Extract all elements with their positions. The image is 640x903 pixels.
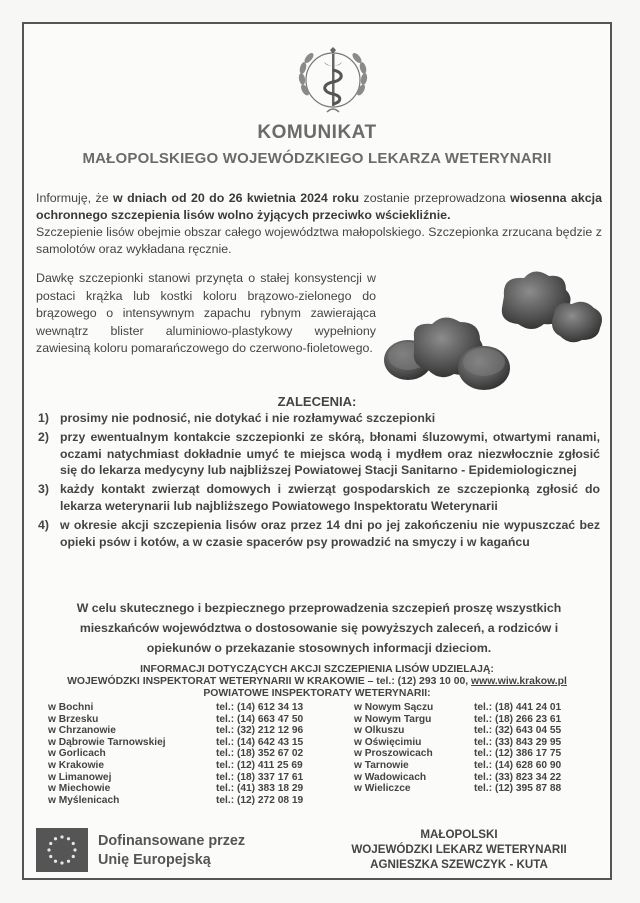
contact-phone: tel.: (33) 843 29 95 (474, 736, 562, 748)
contact-phone: tel.: (32) 643 04 55 (474, 725, 562, 737)
eu-star-icon (72, 842, 75, 845)
contact-name: w Nowym Targu (354, 713, 432, 725)
list-item-text: w okresie akcji szczepienia lisów oraz przez 14 dni po jej zakończeniu nie wypuszczać bez opieki psów i kotów, a w czasie spacerów psy prowadzić na smyczy i w kagańcu (60, 517, 600, 549)
recommendations-list (38, 410, 600, 552)
contact-phone: tel.: (18) 266 23 61 (474, 713, 562, 725)
contact-name: w Proszowicach (354, 748, 433, 760)
document-page (22, 22, 612, 880)
signature-line: MAŁOPOLSKI (420, 828, 498, 841)
intro-text: zostanie przeprowadzona (359, 191, 511, 205)
eu-star-icon (60, 835, 63, 838)
list-item (38, 429, 600, 479)
contact-phone: tel.: (12) 272 08 19 (216, 794, 304, 806)
signatory-name: AGNIESZKA SZEWCZYK - KUTA (370, 858, 548, 871)
list-item (38, 410, 600, 427)
contact-phone: tel.: (14) 642 43 15 (216, 736, 304, 748)
document-title: KOMUNIKAT (257, 122, 377, 143)
contact-name: w Tarnowie (354, 759, 409, 771)
voivodeship-inspectorate-line (24, 676, 610, 688)
contact-name: w Oświęcimiu (354, 736, 422, 748)
list-item (38, 481, 600, 515)
veterinary-caduceus-emblem-icon (294, 42, 372, 124)
list-item-number: 4) (38, 517, 49, 532)
intro-paragraph (36, 190, 602, 258)
contact-phone: tel.: (14) 663 47 50 (216, 713, 304, 725)
eu-star-icon (49, 842, 52, 845)
contacts-right-names (354, 702, 433, 795)
list-item-text: każdy kontakt zwierząt domowych i zwierząt gospodarskich ze szczepionką zgłosić do lekarza weterynarii lub najbliższego Powiatowego Inspektoratu Weterynarii (60, 482, 600, 513)
contact-phone: tel.: (33) 823 34 22 (474, 771, 562, 783)
vaccine-description: Dawkę szczepionki stanowi przynęta o stałej konsystencji w postaci krążka lub kostki koloru brązowo-zielonego do brązowego o intensywnym zapachu rybnym zawierająca wewnątrz blister aluminiowo-plastykowy wypełniony zawiesiną koloru pomarańczowego do czerwono-fioletowego. (36, 271, 376, 355)
signature-block (324, 827, 594, 872)
list-item-number: 2) (38, 429, 49, 444)
contact-name: w Chrzanowie (48, 725, 116, 737)
eu-flag-icon (36, 828, 88, 872)
vaccine-bait-pellets-image (384, 256, 608, 398)
document-subtitle: MAŁOPOLSKIEGO WOJEWÓDZKIEGO LEKARZA WETERYNARII (82, 150, 552, 167)
eu-star-icon (47, 848, 50, 851)
contact-name: w Olkuszu (354, 725, 405, 737)
eu-funding-label (98, 832, 245, 870)
contact-name: w Wadowicach (354, 771, 427, 783)
list-item-number: 3) (38, 482, 49, 497)
info-heading: INFORMACJI DOTYCZĄCYCH AKCJI SZCZEPIENIA LISÓW UDZIELAJĄ: (140, 664, 494, 675)
eu-funding-line: Unię Europejską (98, 852, 211, 868)
contacts-right-phones (474, 702, 561, 795)
contact-name: w Krakowie (48, 759, 105, 771)
contact-phone: tel.: (18) 352 67 02 (216, 748, 304, 760)
contact-name: w Myślenicach (48, 794, 120, 806)
contacts-left-phones (216, 702, 303, 806)
eu-star-icon (60, 861, 63, 864)
contact-name: w Bochni (48, 702, 94, 713)
contact-phone: tel.: (32) 212 12 96 (216, 725, 304, 737)
list-item-text: przy ewentualnym kontakcie szczepionki ze skórą, błonami śluzowymi, otwartymi ranami, oczami natychmiast dokładnie umyć te miejsca wodą i mydłem oraz niezwłocznie zgłosić się do lekarza medycyny lub najbliższej Powiatowej Stacji Sanitarno - Epidemiologicznej (60, 429, 600, 478)
eu-star-icon (67, 860, 70, 863)
list-item (38, 517, 600, 551)
contact-phone: tel.: (18) 337 17 61 (216, 771, 304, 783)
eu-star-icon (54, 860, 57, 863)
contact-name: w Nowym Sączu (354, 702, 434, 713)
intro-text: Informuję, że (36, 191, 114, 205)
recommendations-heading: ZALECENIA: (277, 394, 357, 409)
contact-phone: tel.: (12) 386 17 75 (474, 748, 562, 760)
intro-date-range: w dniach od 20 do 26 kwietnia 2024 roku (113, 191, 360, 205)
contact-phone: tel.: (41) 383 18 29 (216, 783, 304, 795)
intro-campaign-name: wiosenna akcja ochronnego szczepienia lisów wolno żyjących przeciwko wściekliźnie. (36, 191, 602, 222)
eu-star-icon (49, 855, 52, 858)
contact-name: w Wieliczce (354, 783, 411, 795)
contact-name: w Miechowie (48, 783, 111, 795)
district-inspectorates-heading: POWIATOWE INSPEKTORATY WETERYNARII: (203, 688, 431, 699)
intro-scope-text: Szczepienie lisów obejmie obszar całego województwa małopolskiego. Szczepionka zrzucana będzie z samolotów oraz wykładana ręcznie. (36, 225, 602, 256)
list-item-text: prosimy nie podnosić, nie dotykać i nie rozłamywać szczepionki (60, 411, 436, 425)
contact-phone: tel.: (12) 395 87 88 (474, 783, 562, 795)
contact-name: w Gorlicach (48, 748, 106, 760)
appeal-paragraph: W celu skutecznego i bezpiecznego przeprowadzenia szczepień proszę wszystkich mieszkańców województwa o dostosowanie się powyższych zaleceń, a rodziców i opiekunów o przekazanie stosownych informacji dzieciom. (76, 601, 562, 655)
contact-name: w Limanowej (48, 771, 112, 783)
contact-phone: tel.: (14) 628 60 90 (474, 759, 562, 771)
eu-star-icon (73, 848, 76, 851)
list-item-number: 1) (38, 411, 49, 425)
contact-phone: tel.: (18) 441 24 01 (474, 702, 562, 713)
contact-phone: tel.: (14) 612 34 13 (216, 702, 304, 713)
voivodeship-inspectorate-text: WOJEWÓDZKI INSPEKTORAT WETERYNARII W KRAKOWIE – tel.: (12) 293 10 00, (67, 676, 472, 687)
signature-line: WOJEWÓDZKI LEKARZ WETERYNARII (351, 843, 567, 856)
website-link[interactable]: www.wiw.krakow.pl (471, 676, 567, 687)
contacts-left-names (48, 702, 166, 806)
contact-name: w Brzesku (48, 713, 99, 725)
contact-phone: tel.: (12) 411 25 69 (216, 759, 303, 771)
eu-star-icon (72, 855, 75, 858)
contact-name: w Dąbrowie Tarnowskiej (48, 736, 166, 748)
eu-star-icon (54, 837, 57, 840)
eu-star-icon (67, 837, 70, 840)
eu-funding-line: Dofinansowane przez (98, 833, 246, 849)
